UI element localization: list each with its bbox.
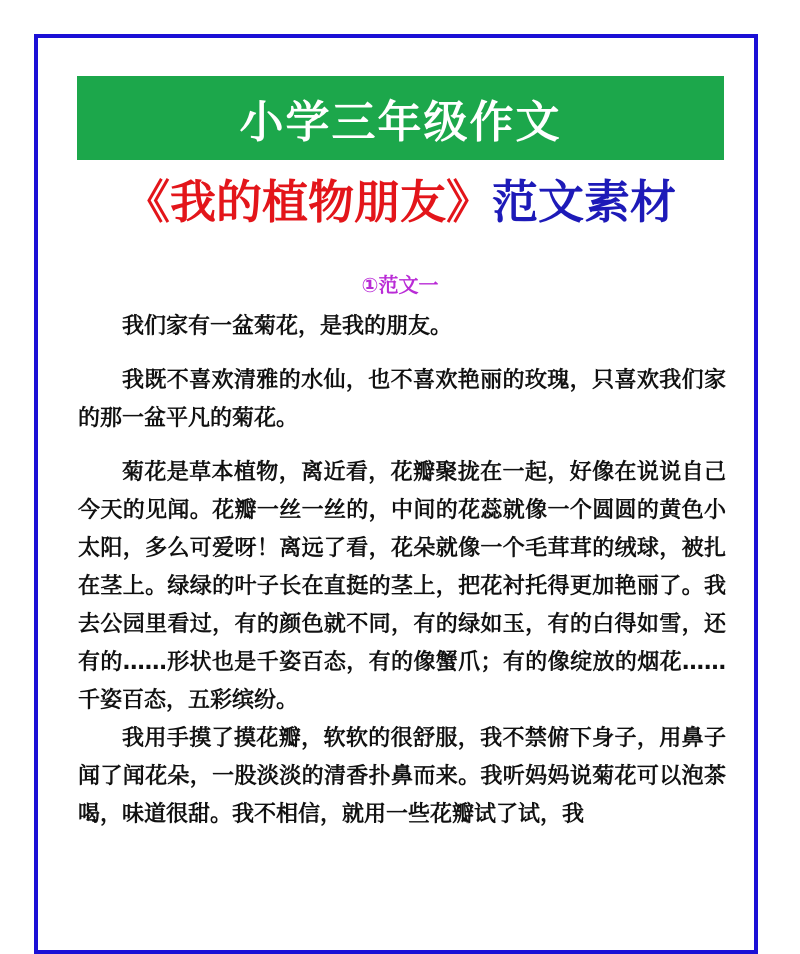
paragraph: 我既不喜欢清雅的水仙，也不喜欢艳丽的玫瑰，只喜欢我们家的那一盆平凡的菊花。 [78, 368, 726, 431]
subtitle-suffix: 范文素材 [492, 175, 676, 229]
essay-subtitle [0, 170, 800, 234]
section-label: ①范文一 [361, 273, 439, 297]
paragraph: 我们家有一盆菊花，是我的朋友。 [122, 314, 453, 339]
paragraph: 我用手摸了摸花瓣，软软的很舒服，我不禁俯下身子，用鼻子闻了闻花朵，一股淡淡的清香扑鼻而来。我听妈妈说菊花可以泡茶喝，味道很甜。我不相信，就用一些花瓣试了试，我 [78, 726, 726, 827]
banner-title: 小学三年级作文 [77, 76, 724, 160]
paragraph: 菊花是草本植物，离近看，花瓣聚拢在一起，好像在说说自己今天的见闻。花瓣一丝一丝的，中间的花蕊就像一个圆圆的黄色小太阳，多么可爱呀！离远了看，花朵就像一个毛茸茸的绒球，被扎在茎上。绿绿的叶子长在直挺的茎上，把花衬托得更加艳丽了。我去公园里看过，有的颜色就不同，有的绿如玉，有的白得如雪，还有的……形状也是千姿百态，有的像蟹爪；有的像绽放的烟花……千姿百态，五彩缤纷。 [78, 460, 726, 713]
subtitle-book-title: 《我的植物朋友》 [124, 175, 492, 229]
essay-body [78, 308, 726, 834]
